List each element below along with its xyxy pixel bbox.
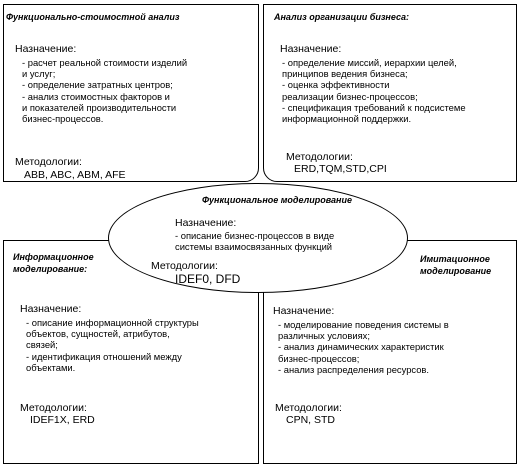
purpose-line: различных условиях; xyxy=(278,330,370,342)
methods-value: IDEF1X, ERD xyxy=(30,414,95,426)
panel-title-line: Информационное xyxy=(13,252,94,262)
purpose-line: - идентификация отношений между xyxy=(26,350,182,362)
methods-value: ERD,TQM,STD,CPI xyxy=(294,163,387,175)
functional-modeling-ellipse xyxy=(108,183,408,293)
purpose-list xyxy=(282,57,466,124)
purpose-line: - описание бизнес-процессов в виде xyxy=(175,230,335,241)
methods-label: Методологии: xyxy=(275,402,342,414)
purpose-list xyxy=(278,319,449,375)
purpose-line: бизнес-процессов. xyxy=(22,113,104,125)
purpose-line: принципов ведения бизнеса; xyxy=(282,68,408,80)
functional-cost-analysis-panel xyxy=(3,4,259,182)
purpose-line: информационной поддержки. xyxy=(282,113,412,125)
panel-title: Функционально-стоимостной анализ xyxy=(6,12,180,22)
purpose-line: системы взаимосвязанных функций xyxy=(175,241,333,253)
purpose-line: - анализ динамических характеристик xyxy=(278,341,444,353)
purpose-list xyxy=(175,230,334,252)
purpose-line: объектов, сущностей, атрибутов, xyxy=(26,328,170,340)
purpose-label: Назначение: xyxy=(273,305,335,317)
panel-title-line: моделирование: xyxy=(13,264,88,274)
panel-title-line: Имитационное xyxy=(420,254,490,264)
panel-title: Анализ организации бизнеса: xyxy=(274,12,409,22)
purpose-list xyxy=(22,57,187,124)
purpose-line: реализации бизнес-процессов; xyxy=(282,90,418,102)
purpose-line: - описание информационной структуры xyxy=(26,317,199,328)
purpose-line: и услуг; xyxy=(22,68,56,80)
business-organization-analysis-panel xyxy=(263,4,517,182)
purpose-list xyxy=(26,317,199,373)
purpose-line: - оценка эффективности xyxy=(282,79,390,91)
purpose-line: - моделирование поведения системы в xyxy=(278,319,449,330)
methods-label: Методологии: xyxy=(151,260,218,272)
methods-label: Методологии: xyxy=(286,151,353,163)
purpose-label: Назначение: xyxy=(15,43,77,55)
methods-label: Методологии: xyxy=(20,402,87,414)
purpose-label: Назначение: xyxy=(20,303,82,315)
ellipse-title: Функциональное моделирование xyxy=(202,195,352,205)
methods-value: ABB, ABC, ABM, AFE xyxy=(24,169,126,181)
methods-value: IDEF0, DFD xyxy=(175,272,241,286)
methods-value: CPN, STD xyxy=(286,414,336,426)
purpose-label: Назначение: xyxy=(175,217,237,229)
purpose-line: - расчет реальной стоимости изделий xyxy=(22,57,188,68)
purpose-line: - определение затратных центров; xyxy=(22,79,173,91)
purpose-label: Назначение: xyxy=(280,43,342,55)
purpose-line: бизнес-процессов; xyxy=(278,352,360,364)
purpose-line: - анализ стоимостных факторов и xyxy=(22,90,170,102)
panel-title-line: моделирование xyxy=(420,266,492,276)
purpose-line: - спецификация требований к подсистеме xyxy=(282,101,466,113)
purpose-line: связей; xyxy=(26,339,58,351)
purpose-line: и показателей производительности xyxy=(22,101,177,113)
purpose-line: - определение миссий, иерархии целей, xyxy=(282,57,457,68)
methods-label: Методологии: xyxy=(15,156,82,168)
purpose-line: - анализ распределения ресурсов. xyxy=(278,363,430,375)
purpose-line: объектами. xyxy=(26,361,76,373)
